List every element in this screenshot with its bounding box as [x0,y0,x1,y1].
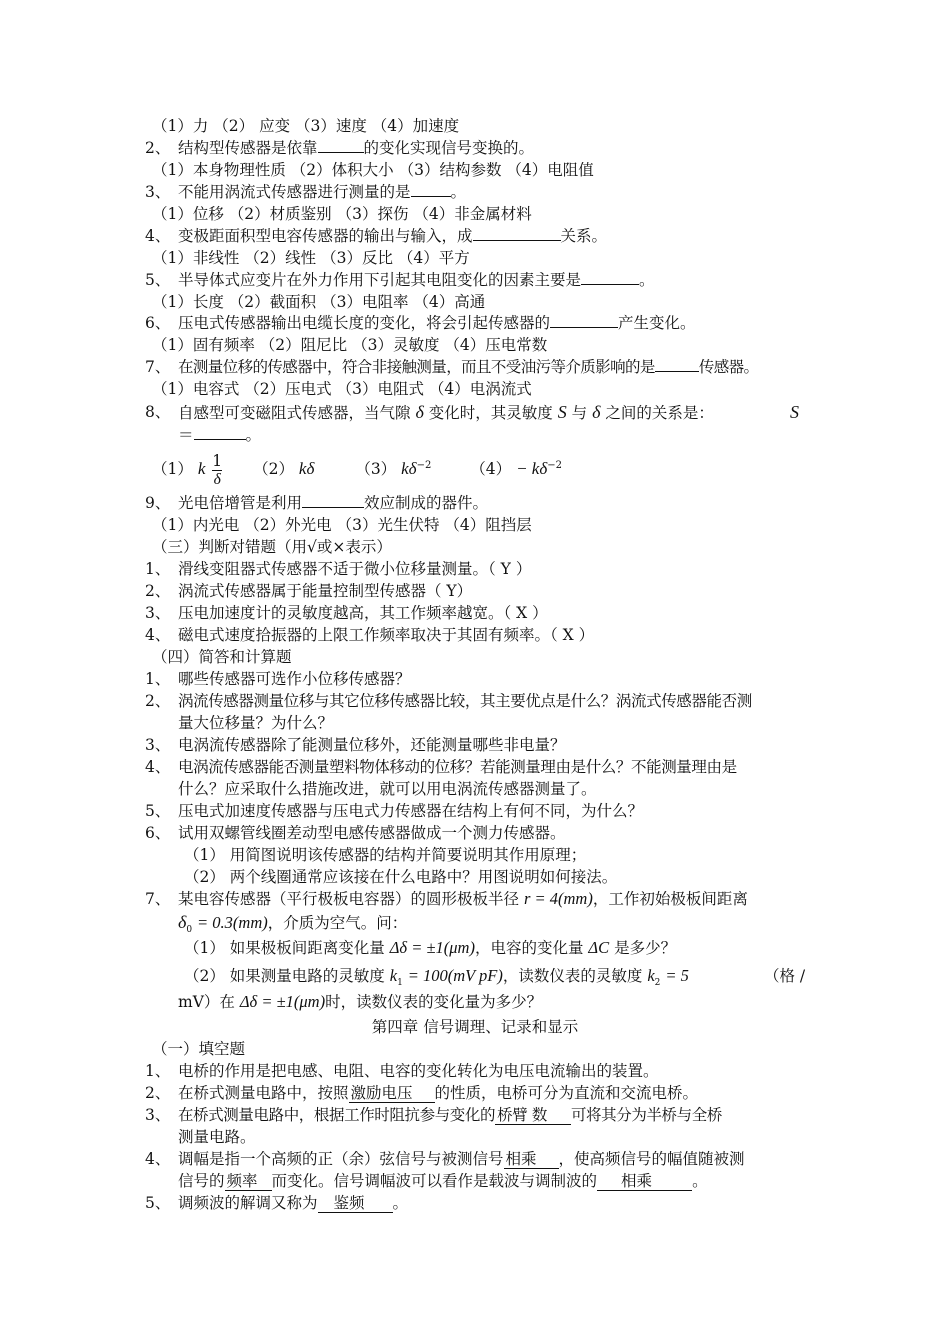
q2-options: （1）本身物理性质 （2）体积大小 （3）结构参数 （4）电阻值 [152,161,594,179]
fill-q4-line2: 信号的 频率 而变化。信号调幅波可以看作是载波与调制波的 相乘 。 [178,1172,708,1190]
section-heading-short-answer: （四）简答和计算题 [152,648,292,666]
chapter-title: 第四章 信号调理、记录和显示 [371,1018,579,1036]
blank [581,270,639,285]
q8-line2: ＝ 。 [178,426,262,444]
document-page: （1）力 （2） 应变 （3）速度 （4）加速度 2、 结构型传感器是依靠 的变化实现信号变换的。 （1）本身物理性质 （2）体积大小 （3）结构参数 （4）电阻值 3、 不能用涡流式传感器进行测量的是 。 （1）位移 （2）材质鉴别 （3）探伤 （4）非金属材料 4、 变极距面积型电容传感器的输出与输入，成 关系。 （1）非线性 （2）线性 （3）反比 （4）平方 5、 半导体式应变片在外力作用下引起其电阻变化的因素主要是 。 （1）长度 （2）截面积 （3）电阻率 （4）高通 6、 压电式传感器输出电缆长度的变化，将会引起传感器的 产生变化。 （1）固有频率 （2）阻尼比 （3）灵敏度 （4）压电常数 7、 在测量位移的传感器中，符合非接触测量，而且不受油污等介质影响的是 传感器。 （1）电容式 （2）压电式 （3）电阻式 （4）电涡流式 8、 自感型可变磁阻式传感器，当气隙 δ 变化时，其灵敏度 S 与 δ 之间的关系是： S ＝ 。 （1） k $\frac{1}{\delta}$ （2） kδ （3） $k\delta^{-2}$ $(4) - k\delta^{-2}$ 9、 光电倍增管是利用 效应制成的器件。 （1）内光电 （2）外光电 （3）光生伏特 （4）阻挡层 （三）判断对错题（用√或×表示） 1、 滑线变阻器式传感器不适于微小位移量测量。（ Y ） 2、 涡流式传感器属于能量控制型传感器（ Y） 3、 压电加速度计的灵敏度越高，其工作频率越宽。（ X ） 4、 磁电式速度拾振器的上限工作频率取决于其固有频率。（ X ） （四）简答和计算题 1、 哪些传感器可选作小位移传感器？ 2、 涡流传感器测量位移与其它位移传感器比较，其主要优点是什么？涡流式传感器能否测 量大位移量？为什么？ 3、 电涡流传感器除了能测量位移外，还能测量哪些非电量？ 4、 电涡流传感器能否测量塑料物体移动的位移？若能测量理由是什么？不能测量理由是 什么？应采取什么措施改进，就可以用电涡流传感器测量了。 5、 压电式加速度传感器与压电式力传感器在结构上有何不同，为什么？ 6、 试用双螺管线圈差动型电感传感器做成一个测力传感器。 （1） 用简图说明该传感器的结构并简要说明其作用原理； （2） 两个线圈通常应该接在什么电路中？用图说明如何接法。 7、 某电容传感器（平行极板电容器）的圆形极板半径 r = 4(mm)，工作初始极板间距离 $\delta_0 = 0.3(mm)$，介质为空气。问： （1） 如果极板间距离变化量 Δδ = ±1(μm)，电容的变化量 ΔC 是多少？ （2） 如果测量电路的灵敏度 $k_1 = 100(mV$ pF)，读数仪表的灵敏度 $k_2 = 5$ （格 / mV）在 Δδ = ±1(μm)时，读数仪表的变化量为多少？ 第四章 信号调理、记录和显示 （一）填空题 1、 电桥的作用是把电感、电阻、电容的变化转化为电压电流输出的装置。 2、 在桥式测量电路中，按照 激励电压 的性质，电桥可分为直流和交流电桥。 3、 在桥式测量电路中，根据工作时阻抗参与变化的 桥臂 数 可将其分为半桥与全桥 测量电路。 4、 调幅是指一个高频的正（余）弦信号与被测信号 相乘 ，使高频信号的幅值随被测 信号的 频率 而变化。信号调幅波可以看作是载波与调制波的 相乘 。 5、 调频波的解调又称为 鉴频 。 [0,0,950,1344]
blank [411,182,451,197]
q1-options: （1）力 （2） 应变 （3）速度 （4）加速度 [152,117,460,135]
short-q6-part1: （1） 用简图说明该传感器的结构并简要说明其作用原理； [184,846,587,864]
q3-options: （1）位移 （2）材质鉴别 （3）探伤 （4）非金属材料 [152,205,532,223]
short-q7-line2: $\delta_0 = 0.3(mm)$，介质为空气。问： [178,912,408,936]
short-q6-part2: （2） 两个线圈通常应该接在什么电路中？用图说明如何接法。 [184,868,618,886]
blank [550,313,618,328]
blank [473,226,561,241]
blank [194,425,246,440]
q4-options: （1）非线性 （2）线性 （3）反比 （4）平方 [152,249,470,267]
short-q4-line2: 什么？应采取什么措施改进，就可以用电涡流传感器测量了。 [178,780,597,798]
fill-q3-line2: 测量电路。 [178,1128,256,1146]
section-heading-judgement: （三）判断对错题（用√或×表示） [152,538,392,556]
short-q7-part2-unit: （格 / [764,967,806,985]
q8-options: （1） k $\frac{1}{\delta}$ （2） kδ （3） $k\delta^{-2}$ $(4) - k\delta^{-2}$ [152,451,562,488]
blank [655,357,699,372]
fraction-1-over-delta: $\frac{1}{\delta}$ [212,451,223,488]
section-heading-fill-in: （一）填空题 [152,1040,246,1058]
short-q2-line2: 量大位移量？为什么？ [178,714,334,732]
blank [302,493,364,508]
short-q7-part1: （1） 如果极板间距离变化量 Δδ = ±1(μm)，电容的变化量 ΔC 是多少？ [184,938,677,957]
short-q7-part2: （2） 如果测量电路的灵敏度 $k_1 = 100(mV$ pF)，读数仪表的灵敏度 $k_2 = 5$ [184,966,689,989]
short-q7-part2-line2: mV）在 Δδ = ±1(μm)时，读数仪表的变化量为多少？ [178,992,543,1011]
q9-options: （1）内光电 （2）外光电 （3）光生伏特 （4）阻挡层 [152,516,532,534]
q7-options: （1）电容式 （2）压电式 （3）电阻式 （4）电涡流式 [152,380,532,398]
q5-options: （1）长度 （2）截面积 （3）电阻率 （4）高通 [152,293,486,311]
blank [318,138,364,153]
q6-options: （1）固有频率 （2）阻尼比 （3）灵敏度 （4）压电常数 [152,336,548,354]
